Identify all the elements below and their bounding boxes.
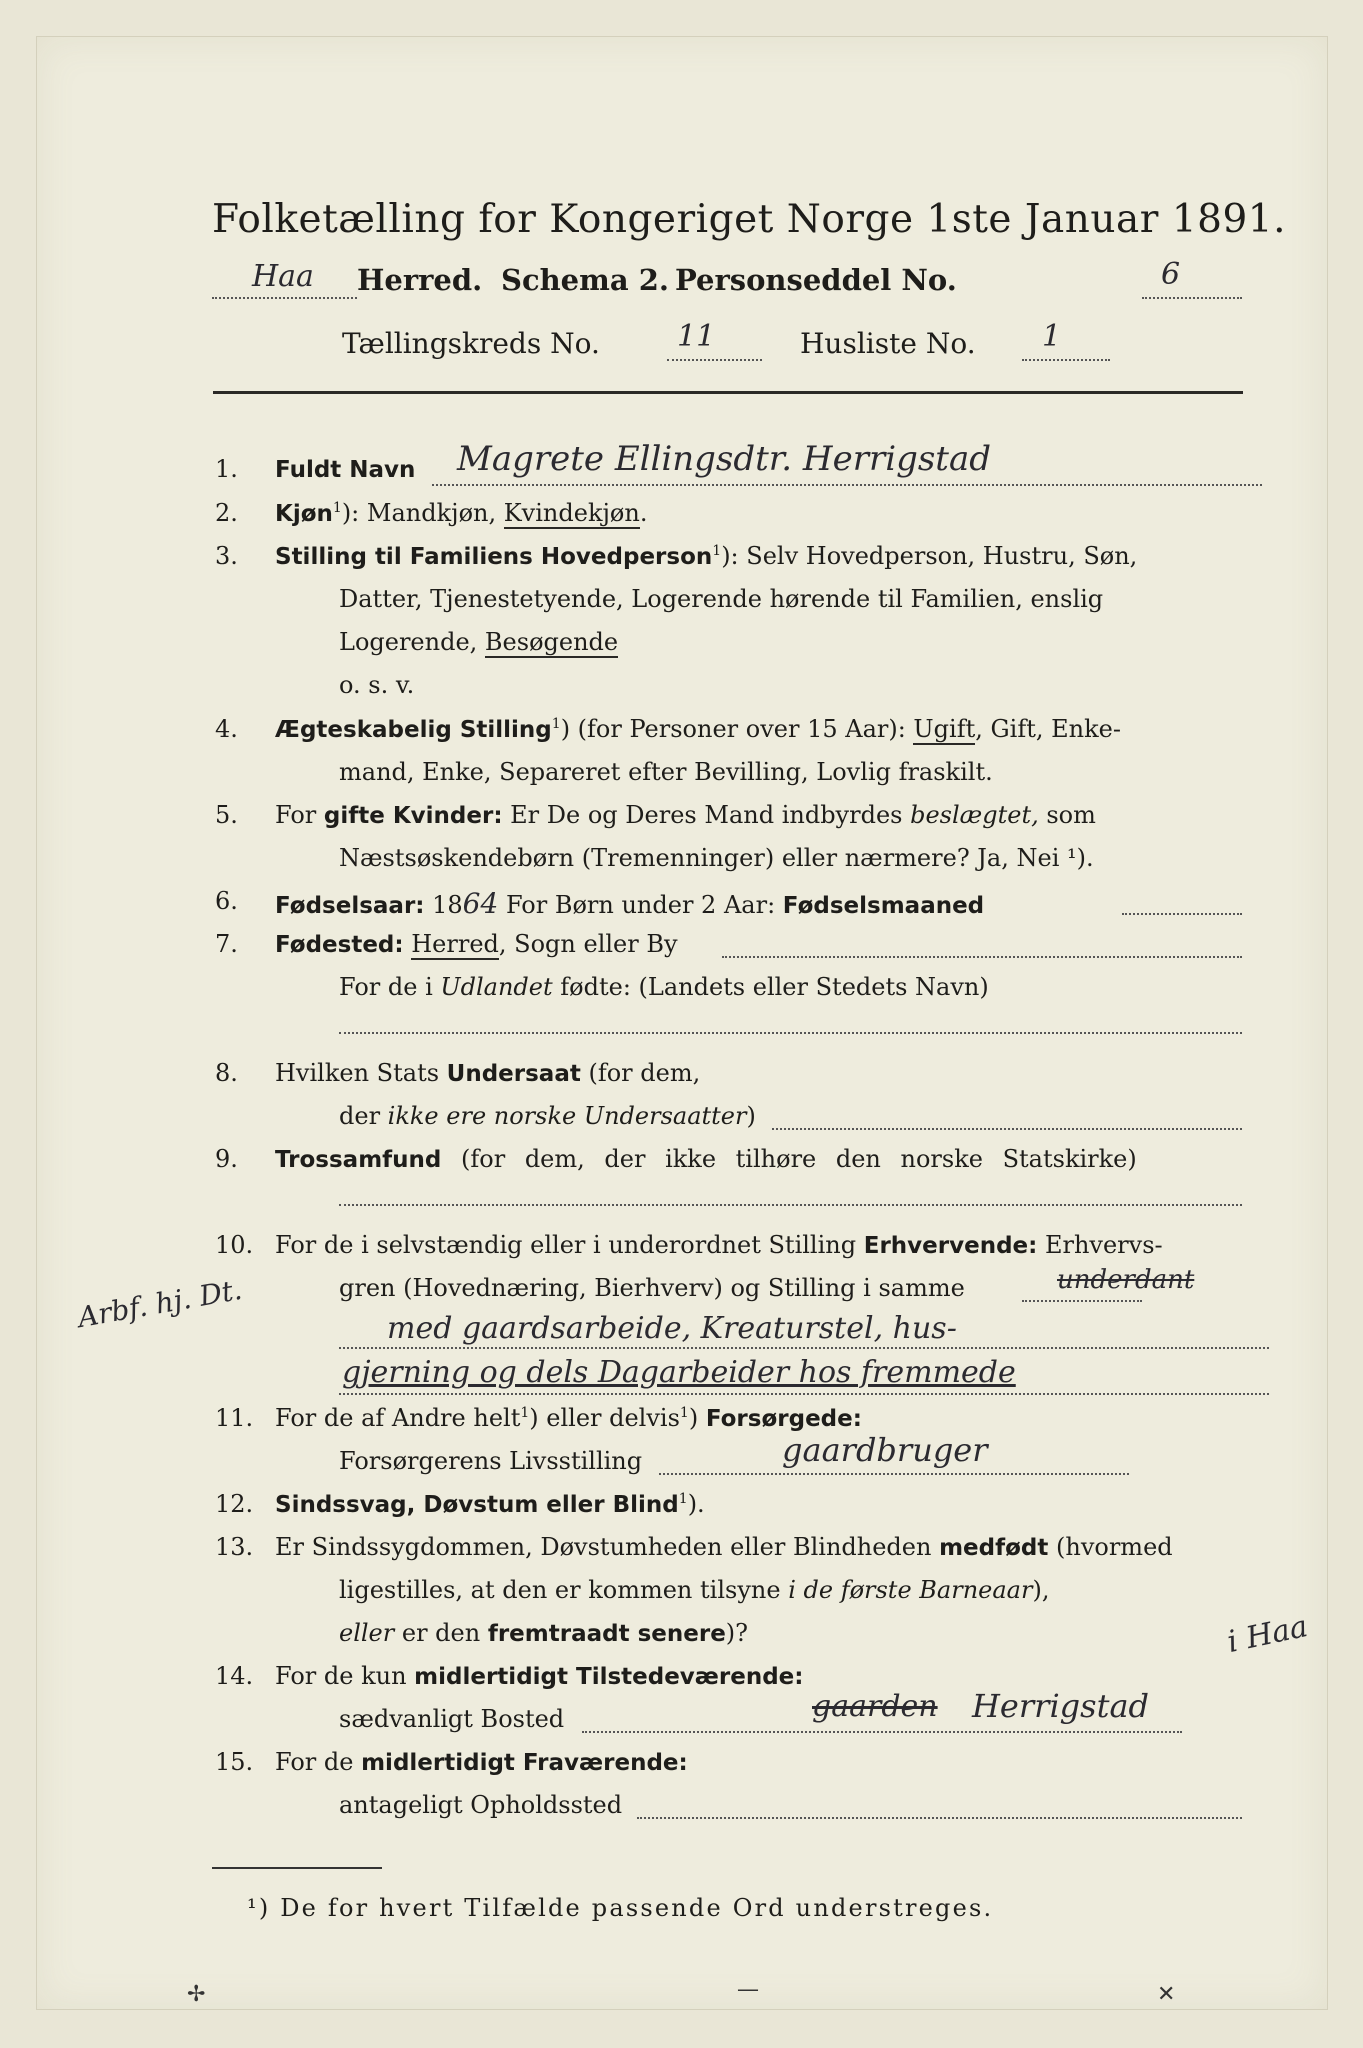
registration-mark-left: ✢ [187, 1982, 206, 2007]
q4-line1: Ægteskabelig Stilling$^1$) (for Personer over 15 Aar): Ugift, Gift, Enke- [275, 715, 1121, 743]
q6-line: Fødselsaar: 1864 For Børn under 2 Aar: Fødselsmaaned [275, 887, 985, 920]
q2-kvindekjon-underlined: Kvindekjøn [503, 499, 640, 527]
q6-year-value: 64 [462, 887, 499, 920]
q14-residence-value: Herrigstad [972, 1687, 1149, 1725]
q8-dotted-line [772, 1128, 1242, 1130]
q2-number: 2. [215, 499, 238, 527]
q1-number: 1. [215, 455, 238, 483]
q13-line2: ligestilles, at den er kommen tilsyne i de første Barneaar), [339, 1576, 1050, 1604]
q5-number: 5. [215, 801, 238, 829]
form-title: Folketælling for Kongeriget Norge 1ste Januar 1891. [212, 197, 1286, 242]
q10-occupation-line3: med gaardsarbeide, Kreaturstel, hus- [387, 1311, 957, 1346]
q7-dotted-line-2 [339, 1032, 1242, 1034]
q10-margin-note: Arbf. hj. Dt. [75, 1272, 245, 1335]
herred-value: Haa [252, 259, 314, 294]
q8-number: 8. [215, 1059, 238, 1087]
husliste-value: 1 [1042, 319, 1062, 354]
q7-herred-underlined: Herred [411, 930, 499, 958]
q10-number: 10. [215, 1231, 254, 1259]
q3-line3: Logerende, Besøgende [339, 628, 619, 656]
kreds-value: 11 [677, 319, 716, 354]
herred-dotted-line [212, 297, 357, 299]
q6-number: 6. [215, 887, 238, 915]
q10-dotted-line [1022, 1300, 1142, 1302]
q13-line3: eller er den fremtraadt senere)? [339, 1619, 749, 1647]
q3-line1: Stilling til Familiens Hovedperson$^1$): Selv Hovedperson, Hustru, Søn, [275, 542, 1138, 570]
q1-label: Fuldt Navn [275, 457, 416, 483]
personseddel-value: 6 [1161, 257, 1181, 292]
q10-line2: gren (Hovednæring, Bierhverv) og Stilling i samme [339, 1274, 965, 1302]
q8-line2: der ikke ere norske Undersaatter) [339, 1102, 756, 1130]
q3-besogende-underlined: Besøgende [484, 628, 619, 656]
q14-struck-handwriting: gaarden [812, 1689, 938, 1724]
q14-line2: sædvanligt Bosted [339, 1705, 565, 1733]
q2-text: Kjøn$^1$): Mandkjøn, Kvindekjøn. [275, 499, 648, 527]
q4-line2: mand, Enke, Separeret efter Bevilling, Lovlig fraskilt. [339, 758, 993, 786]
q7-line2: For de i Udlandet fødte: (Landets eller Stedets Navn) [339, 973, 989, 1001]
q14-number: 14. [215, 1662, 254, 1690]
q10-occupation-line4: gjerning og dels Dagarbeider hos fremmede [342, 1355, 1016, 1390]
q7-line1: Fødested: Herred, Sogn eller By [275, 930, 678, 958]
q5-line2: Næstsøskendebørn (Tremenninger) eller nærmere? Ja, Nei ¹). [339, 844, 1094, 872]
q4-number: 4. [215, 715, 238, 743]
q12-number: 12. [215, 1490, 254, 1518]
footnote-divider [212, 1867, 382, 1869]
q10-struck-handwriting: underdant [1057, 1265, 1195, 1295]
personseddel-dotted-line [1142, 297, 1242, 299]
q13-line1: Er Sindssygdommen, Døvstumheden eller Blindheden medfødt (hvormed [275, 1533, 1173, 1561]
husliste-label: Husliste No. [800, 327, 976, 360]
q7-number: 7. [215, 930, 238, 958]
q9-dotted-line [339, 1204, 1242, 1206]
q11-line1: For de af Andre helt$^1$) eller delvis$^1$) Forsørgede: [275, 1404, 862, 1432]
registration-mark-right: ✕ [1157, 1982, 1176, 2007]
q10-dotted-line-3 [339, 1347, 1269, 1349]
q3-line4: o. s. v. [339, 671, 415, 699]
q10-line1: For de i selvstændig eller i underordnet Stilling Erhvervende: Erhvervs- [275, 1231, 1163, 1259]
q9-number: 9. [215, 1145, 238, 1173]
q15-dotted-line [637, 1817, 1242, 1819]
q6-dotted-line [1122, 913, 1242, 915]
q1-name-value: Magrete Ellingsdtr. Herrigstad [457, 439, 991, 479]
husliste-dotted-line [1022, 359, 1110, 361]
q11-line2: Forsørgerens Livsstilling [339, 1447, 643, 1475]
herred-label: Herred. [357, 263, 483, 297]
kreds-dotted-line [667, 359, 762, 361]
q4-ugift-underlined: Ugift [913, 715, 976, 743]
personseddel-label: Personseddel No. [675, 263, 957, 297]
footnote: ¹) De for hvert Tilfælde passende Ord understreges. [247, 1894, 994, 1922]
q14-line1: For de kun midlertidigt Tilstedeværende: [275, 1662, 804, 1690]
q9-line1: Trossamfund (for dem, der ikke tilhøre den norske Statskirke) [275, 1145, 1137, 1173]
registration-mark-center: — [737, 1977, 759, 2002]
q5-line1: For gifte Kvinder: Er De og Deres Mand indbyrdes beslægtet, som [275, 801, 1096, 829]
q3-line2: Datter, Tjenestetyende, Logerende hørende til Familien, enslig [339, 585, 1104, 613]
q15-line2: antageligt Opholdssted [339, 1791, 623, 1819]
q14-dotted-line [582, 1731, 1182, 1733]
q11-dotted-line [659, 1473, 1129, 1475]
q11-number: 11. [215, 1404, 254, 1432]
q12-line: Sindssvag, Døvstum eller Blind$^1$). [275, 1490, 705, 1518]
q11-provider-occupation: gaardbruger [782, 1431, 988, 1469]
q13-number: 13. [215, 1533, 254, 1561]
census-form-sheet [36, 36, 1328, 2010]
header-divider [213, 391, 1243, 394]
q10-dotted-line-4 [339, 1393, 1269, 1395]
q3-number: 3. [215, 542, 238, 570]
q8-line1: Hvilken Stats Undersaat (for dem, [275, 1059, 701, 1087]
q7-dotted-line [722, 956, 1242, 958]
q15-number: 15. [215, 1748, 254, 1776]
kreds-label: Tællingskreds No. [342, 327, 600, 360]
schema-label: Schema 2. [501, 263, 669, 297]
q1-dotted-line [432, 484, 1262, 486]
q14-added-note: i Haa [1224, 1608, 1311, 1661]
q15-line1: For de midlertidigt Fraværende: [275, 1748, 688, 1776]
